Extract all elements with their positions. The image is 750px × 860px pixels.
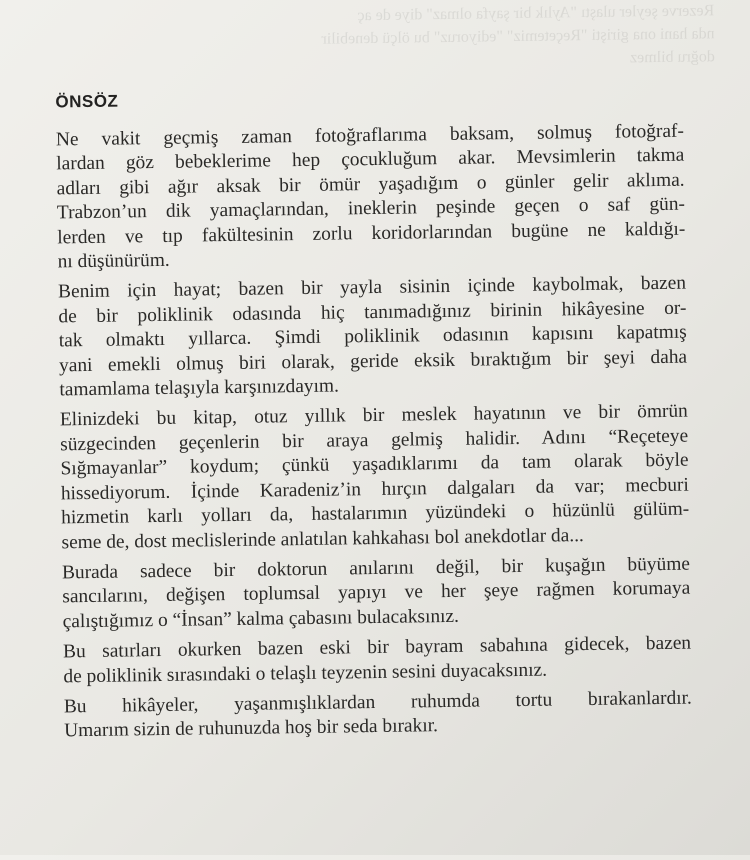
text-line: tamamlama telaşıyla karşınızdayım. — [59, 375, 340, 401]
text-line: çalıştığımız o “İnsan” kalma çabasını bulacaksınız. — [62, 605, 460, 633]
text-line: seme de, dost meclislerinde anlatılan kahkahası bol anekdotlar da... — [61, 524, 584, 553]
text-line: yani emekli olmuş biri olarak, geride eksik bıraktığım bir şeyi daha — [58, 346, 688, 377]
text-line: Burada sadece bir doktorun anılarını değil, bir kuşağın büyüme — [61, 553, 691, 584]
bleed-line: doğru bilmez — [629, 48, 715, 67]
text-line: hizmetin karlı yolları da, hastalarımın yüzündeki o hüzünlü gülüm- — [61, 498, 690, 529]
bleed-line: Rezerve şeyler ulaştı "Aylık bir şayfa olmaz" diye de aç — [357, 2, 715, 25]
paragraph — [56, 120, 686, 275]
text-line: sancılarını, değişen toplumsal yapıyı ve her şeye rağmen korumaya — [62, 577, 691, 608]
text-line: Sığmayanlar” koydum; çünkü yaşadıklarımı da tam olarak böyle — [60, 449, 689, 480]
paragraph — [60, 400, 690, 555]
preface-body — [56, 120, 693, 750]
text-line: Bu hikâyeler, yaşanmışlıklardan ruhumda tortu bırakanlardır. — [63, 687, 692, 718]
text-line: nı düşünürüm. — [57, 249, 170, 273]
text-line: Bu satırları okurken bazen eski bir bayram sabahına gidecek, bazen — [62, 632, 692, 663]
bleed-through-text — [54, 0, 715, 77]
text-line: lardan göz bebeklerime hep çocukluğum akar. Mevsimlerin takma — [56, 145, 685, 175]
text-line: de bir poliklinik odasında hiç tanımadığınız birinin hikâyesine or- — [58, 297, 687, 328]
text-line: de poliklinik sırasındaki o telaşlı teyzenin sesini duyacaksınız. — [63, 659, 548, 687]
text-line: lerden ve tıp fakültesinin zorlu koridorlarından bugüne ne kaldığı- — [57, 218, 686, 249]
text-line: Benim için hayat; bazen bir yayla sisinin içinde kaybolmak, bazen — [57, 273, 687, 303]
paragraph — [64, 687, 693, 745]
text-line: Umarım sizin de ruhunuzda hoş bir seda bırakır. — [64, 715, 439, 742]
text-line: tak olmaktı yıllarca. Şimdi poliklinik odasının kapısını kapatmış — [58, 321, 687, 352]
paragraph — [63, 632, 692, 690]
text-line: Elinizdeki bu kitap, otuz yıllık bir meslek hayatının ve bir ömrün — [59, 401, 688, 431]
paragraph — [62, 553, 691, 635]
text-line: Trabzon’un dik yamaçlarından, ineklerin peşinde geçen o saf gün- — [56, 193, 686, 224]
text-line: adları gibi ağır aksak bir ömür yaşadığım o günler gelir aklıma. — [56, 169, 685, 200]
paragraph — [58, 272, 688, 403]
text-line: süzgecinden geçenlerin bir araya gelmiş halidir. Adını “Reçeteye — [60, 425, 689, 456]
bleed-line: nda hani ona girişti "Reçetemiz" "ediyoruz" bu ölçü denebilir — [321, 25, 715, 48]
section-heading: ÖNSÖZ — [55, 91, 119, 112]
text-line: Ne vakit geçmiş zaman fotoğraflarıma baksam, solmuş fotoğraf- — [55, 120, 685, 151]
text-line: hissediyorum. İçinde Karadeniz’in hırçın dalgaları da var; mecburi — [60, 474, 689, 505]
